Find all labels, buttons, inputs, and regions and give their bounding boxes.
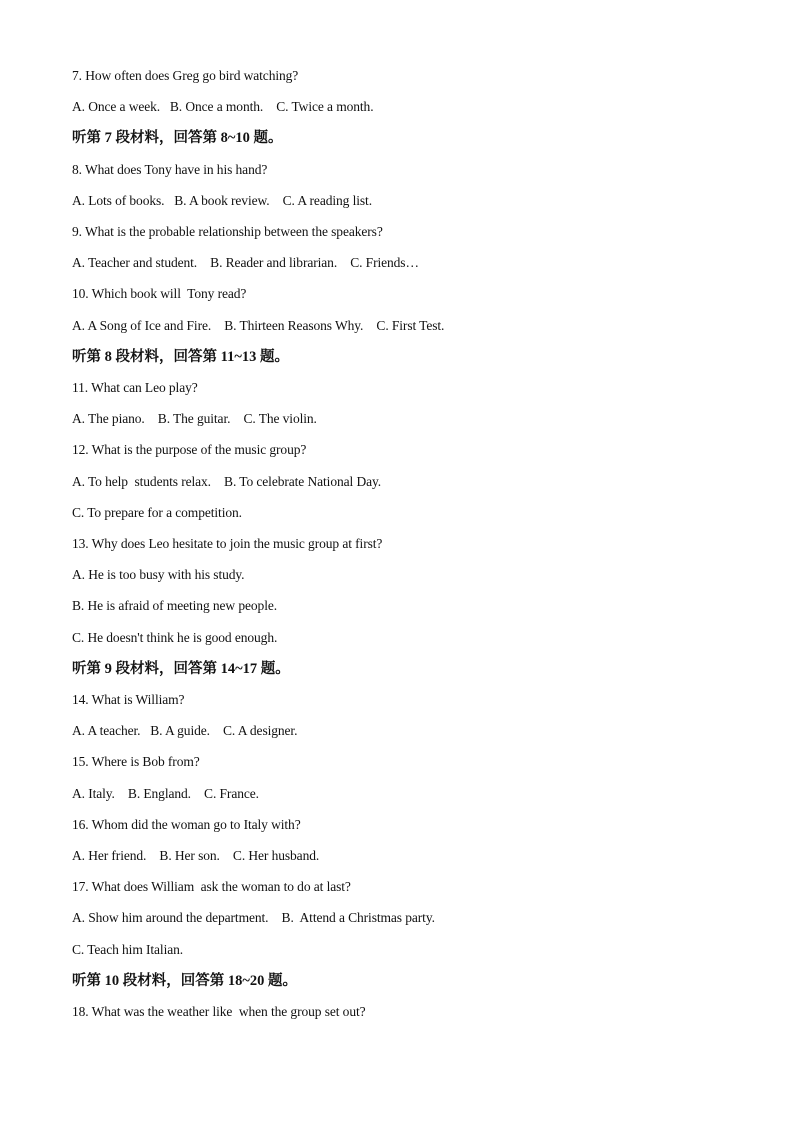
answer-options: C. To prepare for a competition. [72,504,242,520]
question-text: 10. Which book will Tony read? [72,286,247,302]
answer-options: A. The piano. B. The guitar. C. The violin. [72,411,317,427]
question-text: 17. What does William ask the woman to do at last? [72,879,351,895]
question-text: 18. What was the weather like when the group set out? [72,1004,366,1019]
section-heading: 听第 9 段材料，回答第 14~17 题。 [72,660,290,677]
answer-options: A. He is too busy with his study. [72,567,245,583]
section-heading: 听第 10 段材料，回答第 18~20 题。 [72,972,298,989]
section-heading: 听第 7 段材料，回答第 8~10 题。 [72,130,283,147]
question-text: 7. How often does Greg go bird watching? [72,68,299,83]
answer-options: A. Teacher and student. B. Reader and librarian. C. Friends… [72,255,419,271]
question-text: 11. What can Leo play? [72,380,198,395]
answer-options: A. A Song of Ice and Fire. B. Thirteen Reasons Why. C. First Test. [72,317,445,333]
answer-options: A. Once a week. B. Once a month. C. Twice a month. [72,99,374,115]
answer-options: C. Teach him Italian. [72,941,184,957]
answer-options: A. Italy. B. England. C. France. [72,785,259,801]
answer-options: A. Lots of books. B. A book review. C. A reading list. [72,192,372,208]
section-heading: 听第 8 段材料，回答第 11~13 题。 [72,348,289,365]
question-text: 8. What does Tony have in his hand? [72,161,268,177]
answer-options: A. Her friend. B. Her son. C. Her husband. [72,848,320,863]
answer-options: A. To help students relax. B. To celebrate National Day. [72,473,382,489]
answer-options: C. He doesn't think he is good enough. [72,629,278,645]
question-text: 9. What is the probable relationship between the speakers? [72,224,383,239]
question-text: 15. Where is Bob from? [72,754,200,770]
answer-options: A. A teacher. B. A guide. C. A designer. [72,723,298,739]
question-text: 14. What is William? [72,692,185,707]
question-text: 12. What is the purpose of the music group? [72,442,307,458]
answer-options: B. He is afraid of meeting new people. [72,598,278,614]
answer-options: A. Show him around the department. B. Attend a Christmas party. [72,910,435,926]
question-text: 16. Whom did the woman go to Italy with? [72,816,301,832]
question-text: 13. Why does Leo hesitate to join the music group at first? [72,536,383,551]
